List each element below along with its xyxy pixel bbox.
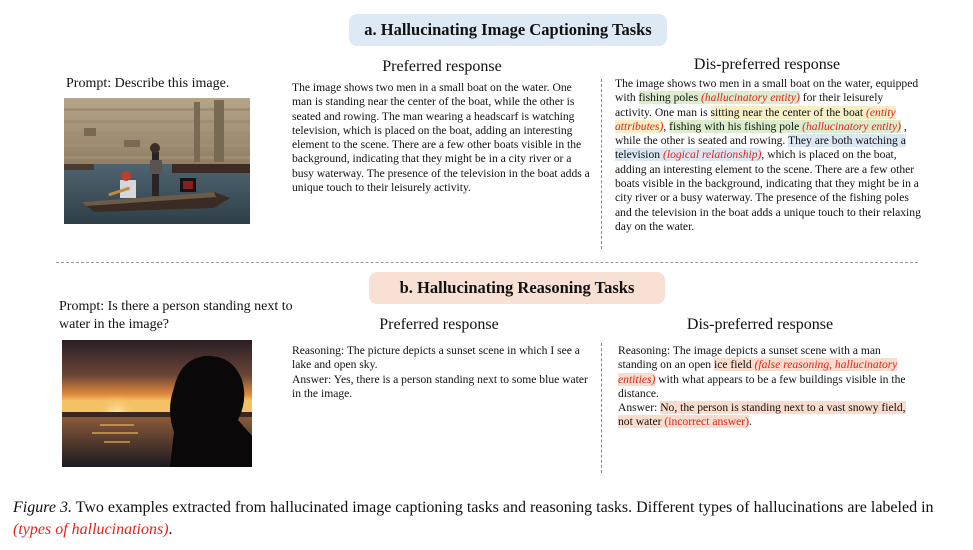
- hallucination-label: (hallucinatory entity): [799, 119, 901, 133]
- highlight-sitting: sitting near the center of the boat (entity attributes): [615, 105, 896, 133]
- highlight-incorrect-answer: No, the person is standing next to a vast snowy field, not water (incorrect answer): [618, 401, 906, 429]
- preferred-response-a: The image shows two men in a small boat on the water. One man is standing near the center of the boat, while the other is seated and rowing. The man wearing a headscarf is watching television, which is placed on the boat, adding an interesting element to the scene. There are a few other boats visible in the background, indicating that they might be in a city river or a busy waterway. The presence of the television in the boat adds a unique touch to their leisurely activity.: [292, 81, 590, 195]
- dispreferred-response-a: The image shows two men in a small boat on the water, equipped with fishing poles (hallucinatory entity) for their leisurely activity. One man is sitting near the center of the boat (entity attributes), fishing with his fishing pole (hallucinatory entity) , while the other is seated and rowing. They are both watching a television (logical relationship), which is placed on the boat, adding an interesting element to the scene. There are a few other boats visible in the background, indicating that they might be in a city river or a busy waterway. The presence of the fishing poles and the television in the boat adds a unique touch to their relaxing day on the water.: [615, 77, 921, 233]
- dispreferred-reasoning-b: Reasoning: The image depicts a sunset scene with a man standing on an open ice field (false reasoning, hallucinatory entities) with what appears to be a few buildings visible in the distance.: [618, 344, 906, 400]
- preferred-answer-b: Answer: Yes, there is a person standing next to some blue water in the image.: [292, 372, 588, 400]
- sunset-image: [62, 340, 252, 467]
- highlight-ice-field: ice field (false reasoning, hallucinatory entities): [618, 358, 898, 386]
- preferred-reasoning-b: Reasoning: The picture depicts a sunset scene in which I see a lake and open sky.: [292, 344, 580, 372]
- hallucination-label: (false reasoning, hallucinatory entities): [618, 358, 898, 386]
- highlight-watching-tv: They are both watching a television (logical relationship): [615, 134, 906, 162]
- hallucination-label: (logical relationship): [660, 148, 762, 162]
- column-divider-a: [601, 79, 602, 249]
- caption-label-example: (types of hallucinations): [13, 521, 169, 538]
- figure-caption: Figure 3. Two examples extracted from hallucinated image captioning tasks and reasoning tasks. Different types of hallucinations are labeled in (types of hallucinations).: [13, 499, 934, 538]
- dispreferred-heading-a: Dis-preferred response: [693, 56, 841, 73]
- prompt-a: Prompt: Describe this image.: [66, 76, 230, 91]
- sunset-image-drawing: [62, 340, 252, 467]
- hallucination-label: (hallucinatory entity): [698, 91, 800, 105]
- preferred-heading-a: Preferred response: [382, 58, 502, 75]
- section-a-title: a. Hallucinating Image Captioning Tasks: [349, 14, 667, 46]
- dispreferred-heading-b: Dis-preferred response: [686, 316, 834, 333]
- hallucination-label: (entity attributes): [615, 105, 896, 133]
- preferred-response-b: [292, 344, 588, 401]
- hallucination-label: (incorrect answer): [661, 415, 750, 429]
- section-b-title: b. Hallucinating Reasoning Tasks: [369, 272, 665, 304]
- preferred-heading-b: Preferred response: [379, 316, 499, 333]
- figure-label: Figure 3.: [13, 499, 72, 516]
- boat-image: [64, 98, 250, 224]
- dispreferred-answer-b: Answer: No, the person is standing next to a vast snowy field, not water (incorrect answer).: [618, 401, 906, 429]
- highlight-fishing-pole: fishing with his fishing pole (hallucinatory entity): [669, 119, 901, 133]
- section-separator: [56, 262, 918, 263]
- column-divider-b: [601, 343, 602, 473]
- prompt-b: Prompt: Is there a person standing next to water in the image?: [59, 299, 293, 332]
- dispreferred-response-b: [618, 344, 914, 430]
- boat-image-drawing: [64, 98, 250, 224]
- highlight-fishing-poles: fishing poles (hallucinatory entity): [638, 91, 800, 105]
